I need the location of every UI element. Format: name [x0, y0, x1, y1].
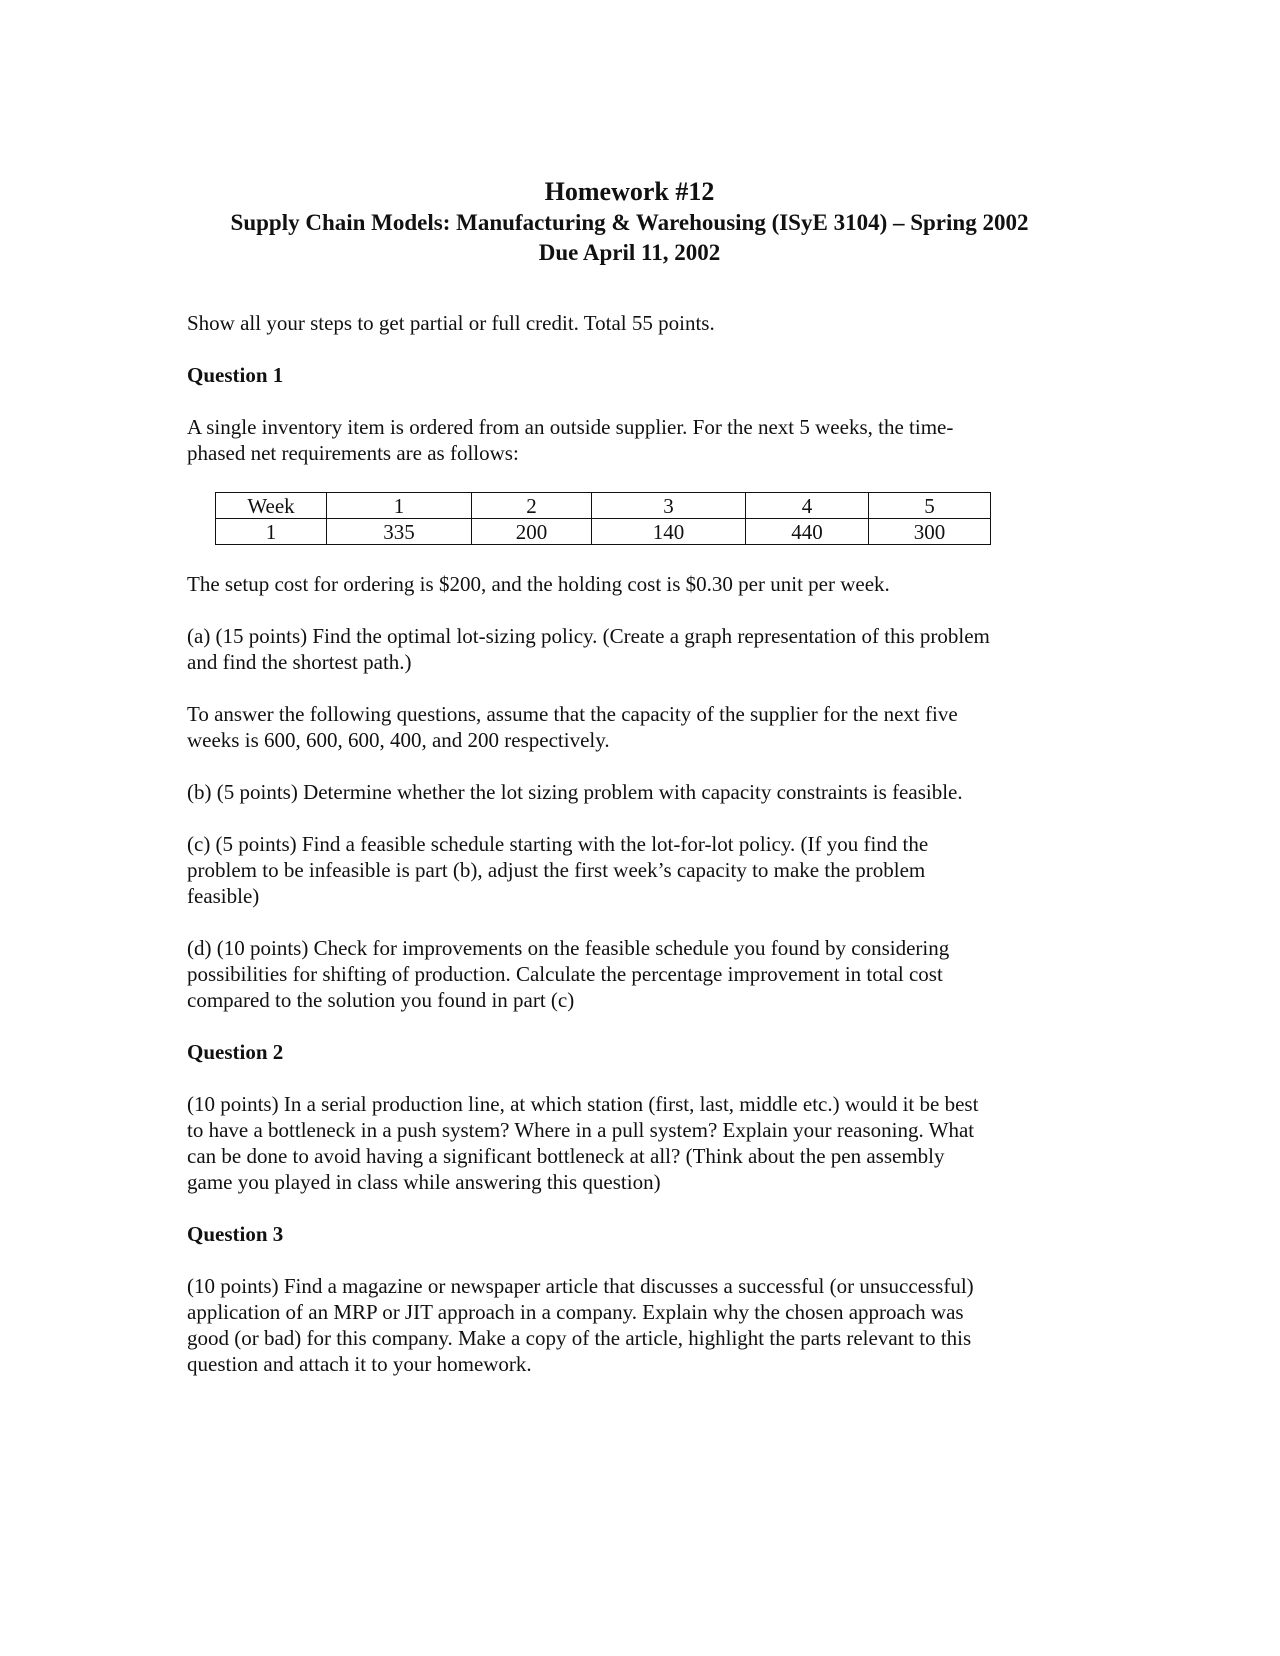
cost-text: The setup cost for ordering is $200, and the holding cost is $0.30 per unit per week. [187, 572, 890, 596]
part-a-line: (a) (15 points) Find the optimal lot-sizing policy. (Create a graph representation of this problem [187, 624, 990, 648]
question-2-line: to have a bottleneck in a push system? Where in a pull system? Explain your reasoning. What [187, 1118, 975, 1142]
part-b: (b) (5 points) Determine whether the lot sizing problem with capacity constraints is feasible. [187, 780, 963, 804]
question-3-line: good (or bad) for this company. Make a copy of the article, highlight the parts relevant to this [187, 1326, 972, 1350]
part-d-line: (d) (10 points) Check for improvements on the feasible schedule you found by considering [187, 936, 950, 960]
capacity-line: weeks is 600, 600, 600, 400, and 200 respectively. [187, 728, 610, 752]
question-2-line: can be done to avoid having a significant bottleneck at all? (Think about the pen assembly [187, 1144, 945, 1168]
part-d [187, 935, 1083, 1013]
question-3-heading: Question 3 [187, 1222, 284, 1246]
instructions: Show all your steps to get partial or full credit. Total 55 points. [187, 311, 715, 335]
table-cell: 2 [472, 493, 592, 519]
question-2-text [187, 1091, 1083, 1195]
part-c-line: feasible) [187, 884, 260, 908]
table-cell: 140 [592, 519, 746, 545]
table-cell: 335 [327, 519, 472, 545]
question-3-text [187, 1273, 1083, 1377]
table-cell: 1 [327, 493, 472, 519]
question-1-heading: Question 1 [187, 363, 284, 387]
part-d-line: compared to the solution you found in part (c) [187, 988, 575, 1012]
document-header [187, 176, 1072, 268]
part-c-line: (c) (5 points) Find a feasible schedule starting with the lot-for-lot policy. (If you find the [187, 832, 929, 856]
question-3-line: (10 points) Find a magazine or newspaper article that discusses a successful (or unsuccessful) [187, 1274, 974, 1298]
question-2-line: game you played in class while answering this question) [187, 1170, 661, 1194]
part-c-line: problem to be infeasible is part (b), adjust the first week’s capacity to make the problem [187, 858, 926, 882]
question-1-line: phased net requirements are as follows: [187, 441, 519, 465]
capacity-text [187, 701, 1083, 753]
part-a-line: and find the shortest path.) [187, 650, 412, 674]
document-page [187, 176, 1083, 1377]
table-cell: 5 [869, 493, 991, 519]
table-cell: 440 [746, 519, 869, 545]
question-1-text [187, 414, 1083, 466]
table-header-row [216, 493, 991, 519]
table-cell: 3 [592, 493, 746, 519]
table-cell: 200 [472, 519, 592, 545]
table-cell: 300 [869, 519, 991, 545]
capacity-line: To answer the following questions, assume that the capacity of the supplier for the next five [187, 702, 958, 726]
part-d-line: possibilities for shifting of production. Calculate the percentage improvement in total cost [187, 962, 943, 986]
question-2-line: (10 points) In a serial production line, at which station (first, last, middle etc.) would it be best [187, 1092, 979, 1116]
homework-title: Homework #12 [544, 177, 715, 206]
table-row [216, 519, 991, 545]
requirements-table [215, 492, 991, 545]
question-2-heading: Question 2 [187, 1040, 284, 1064]
part-c [187, 831, 1083, 909]
question-3-line: question and attach it to your homework. [187, 1352, 532, 1376]
table-cell: 4 [746, 493, 869, 519]
question-3-line: application of an MRP or JIT approach in a company. Explain why the chosen approach was [187, 1300, 964, 1324]
part-a [187, 623, 1083, 675]
due-date: Due April 11, 2002 [538, 240, 721, 265]
table-cell: Week [216, 493, 327, 519]
table-cell: 1 [216, 519, 327, 545]
question-1-line: A single inventory item is ordered from an outside supplier. For the next 5 weeks, the time- [187, 415, 954, 439]
course-title: Supply Chain Models: Manufacturing & Warehousing (ISyE 3104) – Spring 2002 [230, 210, 1029, 235]
